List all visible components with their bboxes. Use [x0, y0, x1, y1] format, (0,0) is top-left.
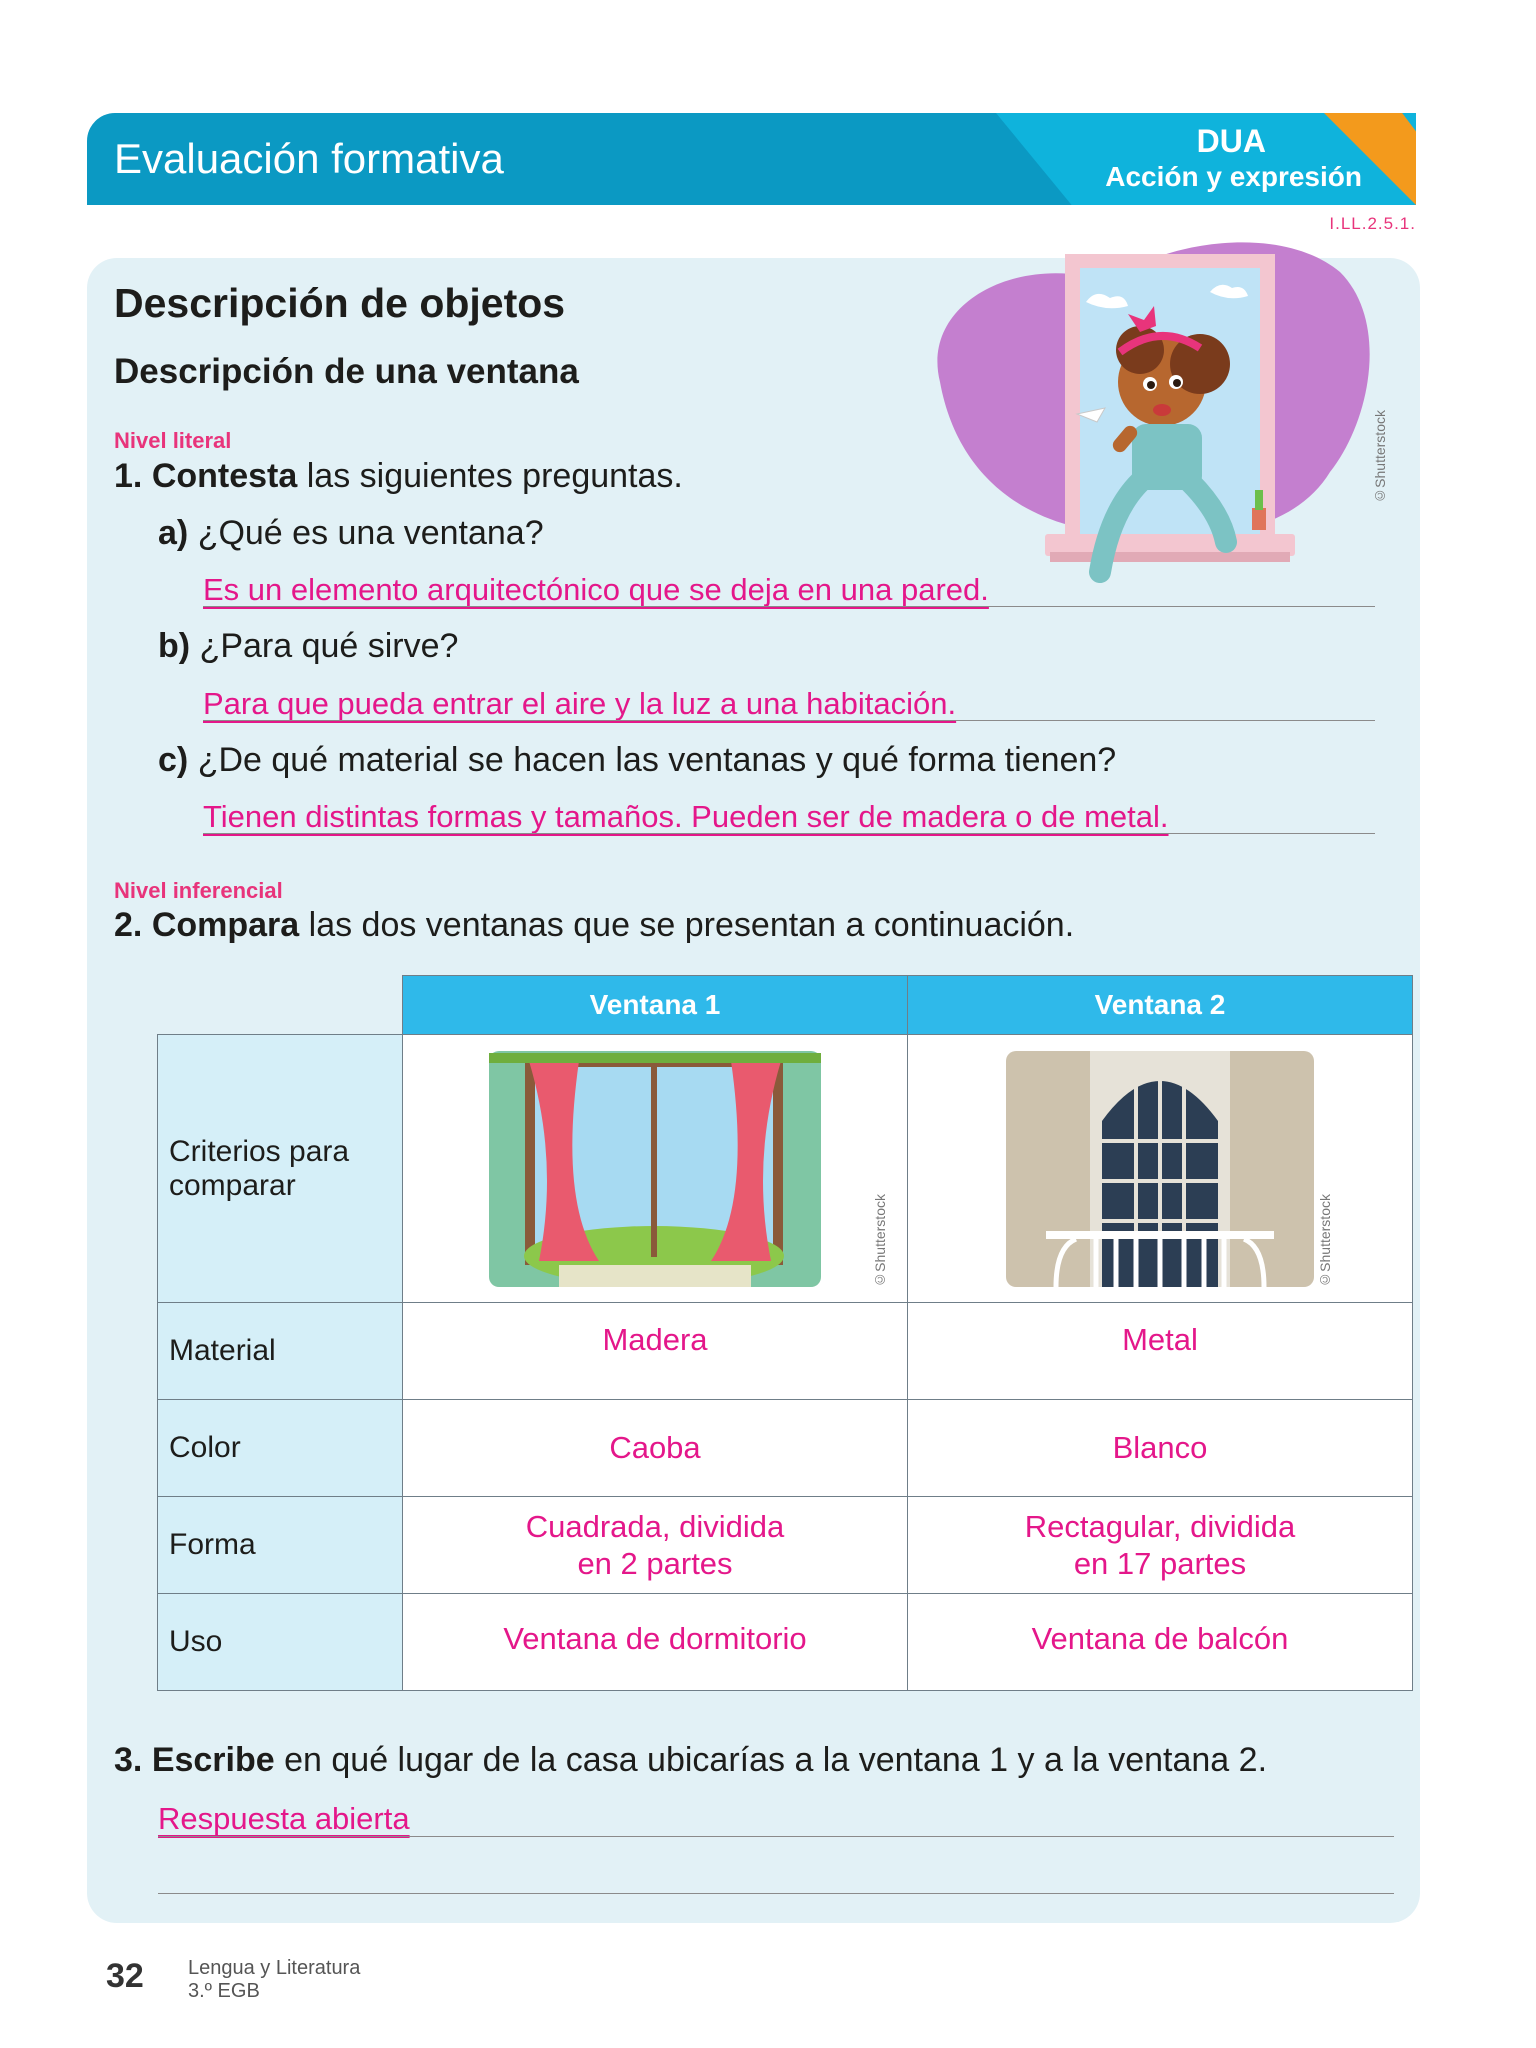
- header-ventana-2: Ventana 2: [908, 976, 1413, 1035]
- question-1c: [158, 741, 1116, 780]
- criterion-uso: Uso: [158, 1594, 403, 1691]
- value-forma-1: [403, 1497, 908, 1594]
- window-1-credit: ©Shutterstock: [872, 1194, 889, 1288]
- answer-line-3b: [158, 1893, 1394, 1894]
- illustration-credit: ©Shutterstock: [1372, 410, 1388, 504]
- window-2-image: [1006, 1051, 1314, 1287]
- answer-1c: Tienen distintas formas y tamaños. Pueden ser de madera o de metal.: [203, 799, 1169, 834]
- answer-line-1c: [203, 833, 1375, 834]
- question-1a: [158, 514, 544, 553]
- criterion-material: Material: [158, 1303, 403, 1400]
- question-3: [114, 1741, 1267, 1780]
- q3-rest: en qué lugar de la casa ubicarías a la ventana 1 y a la ventana 2.: [274, 1741, 1268, 1779]
- answer-3: Respuesta abierta: [158, 1801, 410, 1836]
- footer-info: [188, 1957, 360, 2003]
- q1a-letter: a): [158, 514, 189, 552]
- table-row-uso: [158, 1594, 1413, 1691]
- answer-1a: Es un elemento arquitectónico que se deja en una pared.: [203, 572, 989, 607]
- banner-title: Evaluación formativa: [114, 135, 504, 182]
- answer-1b: Para que pueda entrar el aire y la luz a una habitación.: [203, 686, 957, 721]
- table-row-forma: [158, 1497, 1413, 1594]
- girl-window-illustration: [900, 232, 1380, 612]
- header-banner: [87, 113, 1416, 205]
- q1c-text: ¿De qué material se hacen las ventanas y qué forma tienen?: [197, 741, 1117, 779]
- cell-window-2-image: [908, 1035, 1413, 1303]
- table-row-images: [158, 1035, 1413, 1303]
- q3-verb: Escribe: [151, 1741, 275, 1779]
- q1b-text: ¿Para qué sirve?: [199, 627, 459, 665]
- value-material-1: Madera: [403, 1303, 908, 1400]
- value-forma-1-line2: en 2 partes: [577, 1546, 733, 1581]
- answer-line-1a: [203, 606, 1375, 607]
- level-literal: Nivel literal: [114, 428, 232, 453]
- q1-rest: las siguientes preguntas.: [297, 457, 683, 495]
- window-1-image: [489, 1051, 821, 1287]
- table-row-material: [158, 1303, 1413, 1400]
- q1c-letter: c): [158, 741, 189, 779]
- dua-subtitle: Acción y expresión: [1105, 161, 1362, 192]
- q3-number: 3.: [114, 1741, 143, 1779]
- level-inferential: Nivel inferencial: [114, 878, 283, 903]
- header-ventana-1: Ventana 1: [403, 976, 908, 1035]
- value-forma-2-line1: Rectagular, dividida: [1024, 1508, 1296, 1544]
- value-color-2: Blanco: [908, 1400, 1413, 1497]
- value-forma-2: [908, 1497, 1413, 1594]
- criterion-color: Color: [158, 1400, 403, 1497]
- q2-rest: las dos ventanas que se presentan a continuación.: [299, 906, 1075, 944]
- cell-window-1-image: [403, 1035, 908, 1303]
- value-forma-1-line1: Cuadrada, dividida: [525, 1508, 785, 1544]
- q1-number: 1.: [114, 457, 143, 495]
- table-header-blank: [158, 976, 403, 1035]
- table-row-color: [158, 1400, 1413, 1497]
- q1-verb: Contesta: [151, 457, 298, 495]
- footer-grade: 3.º EGB: [188, 1980, 260, 2002]
- criteria-label: Criterios para comparar: [158, 1035, 403, 1303]
- value-color-1: Caoba: [403, 1400, 908, 1497]
- skill-code: I.LL.2.5.1.: [1329, 214, 1416, 233]
- footer-subject: Lengua y Literatura: [188, 1957, 361, 1979]
- answer-line-1b: [203, 720, 1375, 721]
- table-header-row: [158, 976, 1413, 1035]
- question-2: [114, 906, 1074, 945]
- value-material-2: Metal: [908, 1303, 1413, 1400]
- q1a-text: ¿Qué es una ventana?: [197, 514, 544, 552]
- card-subtitle: Descripción de una ventana: [114, 352, 579, 391]
- card-title: Descripción de objetos: [114, 280, 566, 326]
- value-uso-1: Ventana de dormitorio: [403, 1594, 908, 1691]
- q1b-letter: b): [158, 627, 191, 665]
- window-2-credit: ©Shutterstock: [1317, 1194, 1334, 1288]
- dua-title: DUA: [1196, 123, 1266, 159]
- page-number: 32: [106, 1957, 144, 1995]
- q2-verb: Compara: [151, 906, 300, 944]
- criterion-forma: Forma: [158, 1497, 403, 1594]
- value-uso-2: Ventana de balcón: [908, 1594, 1413, 1691]
- question-1: [114, 457, 683, 496]
- q2-number: 2.: [114, 906, 143, 944]
- comparison-table: [157, 975, 1413, 1691]
- question-1b: [158, 627, 458, 666]
- answer-line-3a: [158, 1836, 1394, 1837]
- value-forma-2-line2: en 17 partes: [1073, 1546, 1247, 1581]
